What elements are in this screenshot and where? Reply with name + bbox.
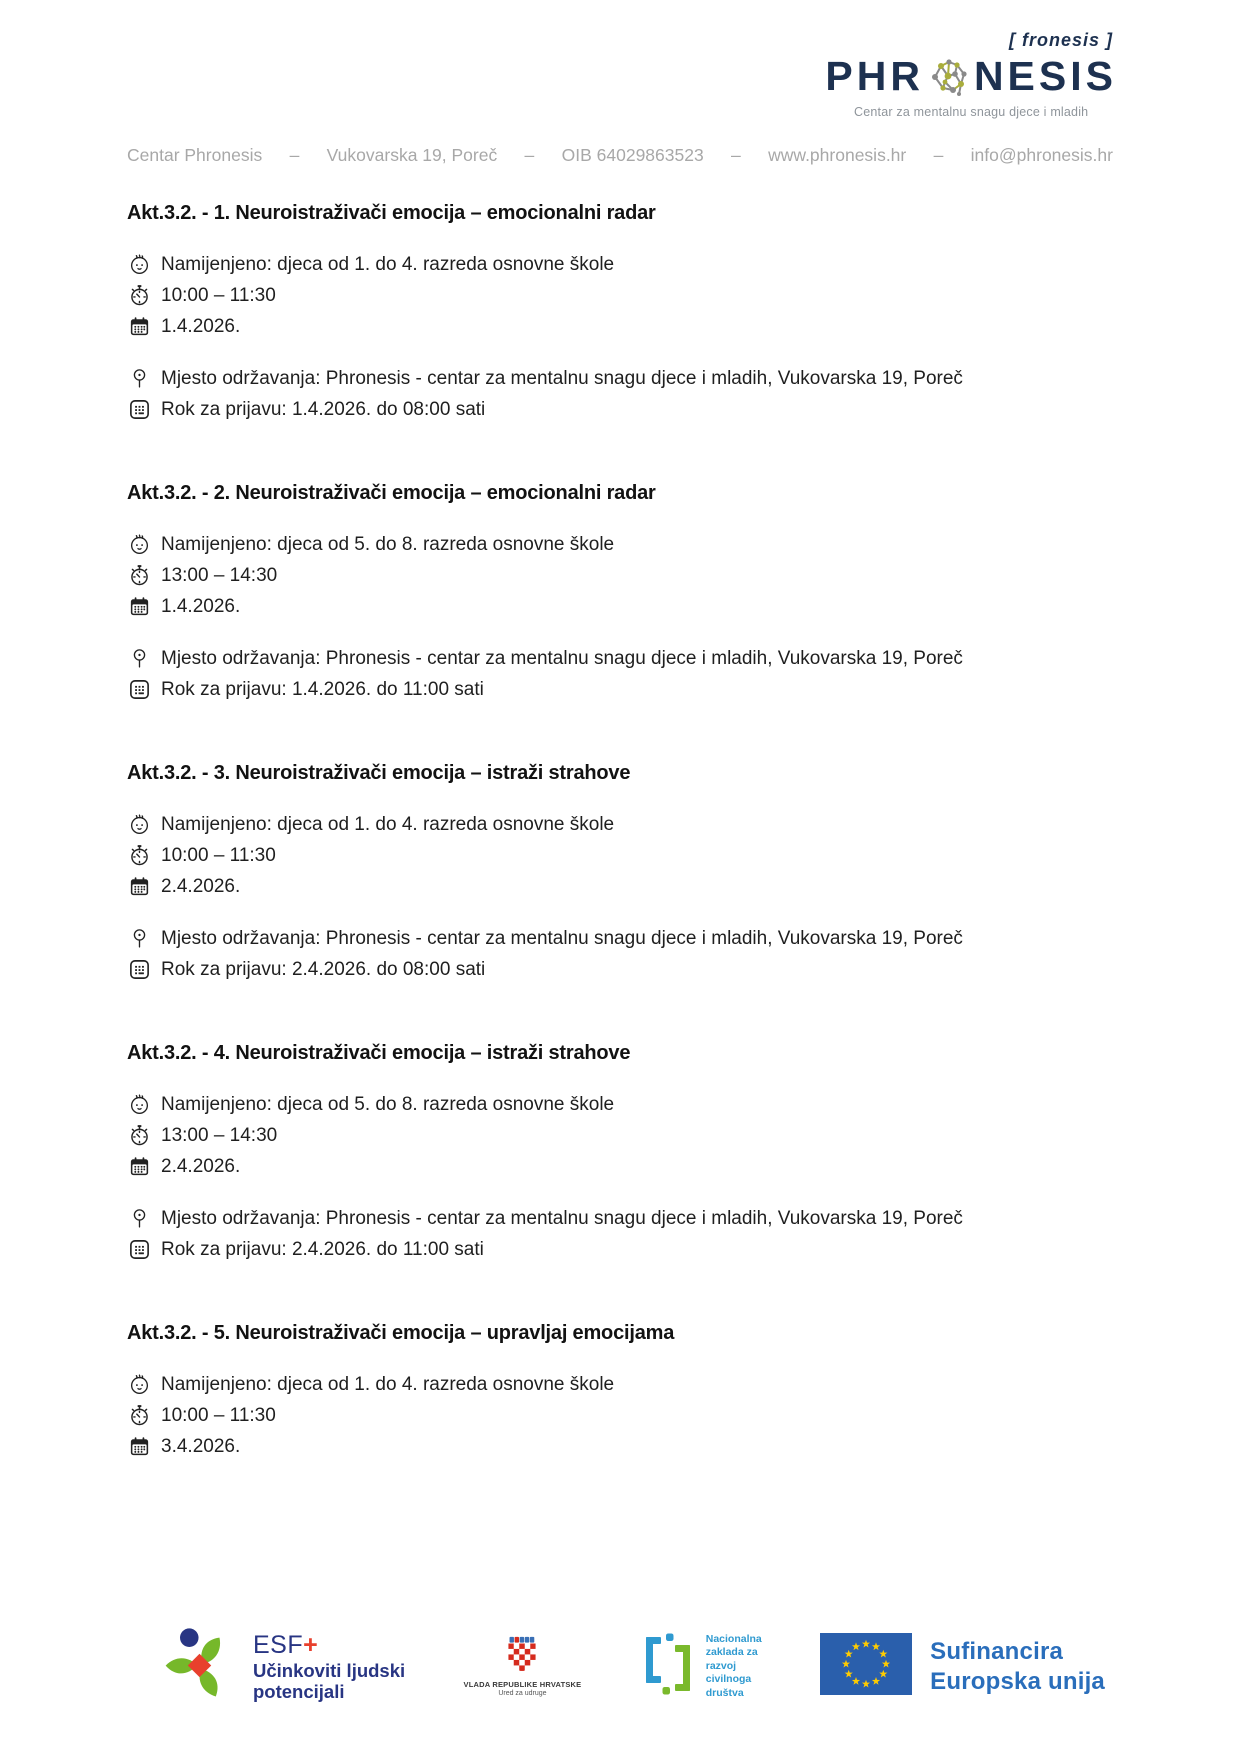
esf-logo-block <box>161 1625 405 1708</box>
foundation-name-block <box>706 1633 762 1701</box>
activity-section <box>127 482 1113 705</box>
deadline-line <box>127 954 1113 985</box>
esf-tagline-line1: Učinkoviti ljudski <box>253 1660 406 1681</box>
location-pin-icon <box>127 1207 152 1230</box>
org-oib: OIB 64029863523 <box>561 145 704 165</box>
activity-section <box>127 762 1113 985</box>
deadline-text: Rok za prijavu: 2.4.2026. do 11:00 sati <box>161 1238 484 1260</box>
location-text: Mjesto održavanja: Phronesis - centar za mentalnu snagu djece i mladih, Vukovarska 19, Poreč <box>161 1207 963 1229</box>
eu-cofunding-line1: Sufinancira <box>930 1637 1064 1665</box>
location-line <box>127 923 1113 954</box>
location-pin-icon <box>127 927 152 950</box>
deadline-line <box>127 1234 1113 1265</box>
date-text: 1.4.2026. <box>161 595 241 617</box>
deadline-line <box>127 394 1113 425</box>
stopwatch-icon <box>127 564 152 587</box>
deadline-line <box>127 674 1113 705</box>
time-text: 10:00 – 11:30 <box>161 284 276 306</box>
time-line <box>127 1400 1113 1431</box>
activities-list <box>127 202 1113 1519</box>
audience-line <box>127 809 1113 840</box>
logo-tagline: Centar za mentalnu snagu djece i mladih <box>854 105 1089 119</box>
location-pin-icon <box>127 647 152 670</box>
date-text: 1.4.2026. <box>161 315 241 337</box>
foundation-name-line: razvoj <box>705 1659 737 1672</box>
time-line <box>127 840 1113 871</box>
croatian-coat-of-arms-icon <box>508 1636 536 1677</box>
audience-text: Namijenjeno: djeca od 1. do 4. razreda osnovne škole <box>161 1373 615 1395</box>
foundation-name-line: zaklada za <box>705 1646 758 1659</box>
audience-line <box>127 1089 1113 1120</box>
location-line <box>127 1203 1113 1234</box>
stopwatch-icon <box>127 844 152 867</box>
government-title: VLADA REPUBLIKE HRVATSKE <box>463 1680 582 1689</box>
date-text: 3.4.2026. <box>161 1435 241 1457</box>
org-address: Vukovarska 19, Poreč <box>326 145 498 165</box>
location-line <box>127 643 1113 674</box>
bracket-logo-icon <box>640 1632 696 1701</box>
email-link[interactable]: info@phronesis.hr <box>970 145 1113 165</box>
date-line <box>127 311 1113 342</box>
calendar-icon <box>127 595 152 618</box>
activity-section <box>127 1322 1113 1462</box>
date-line <box>127 871 1113 902</box>
esf-tagline-line2: potencijali <box>253 1681 345 1702</box>
deadline-calendar-icon <box>127 1238 152 1261</box>
child-face-icon <box>127 1373 152 1396</box>
logo-wordmark <box>825 54 1117 98</box>
foundation-name-line: Nacionalna <box>705 1632 762 1645</box>
audience-text: Namijenjeno: djeca od 1. do 4. razreda osnovne škole <box>161 253 615 275</box>
logo-bracket-text: [ fronesis ] <box>1008 30 1113 50</box>
calendar-icon <box>127 1155 152 1178</box>
deadline-calendar-icon <box>127 958 152 981</box>
time-text: 10:00 – 11:30 <box>161 844 276 866</box>
date-text: 2.4.2026. <box>161 875 241 897</box>
brain-network-icon <box>926 54 972 98</box>
activity-section <box>127 202 1113 425</box>
deadline-calendar-icon <box>127 398 152 421</box>
eu-cofunding-text <box>930 1637 1105 1697</box>
detail-group <box>127 643 1113 705</box>
child-face-icon <box>127 253 152 276</box>
activity-title: Akt.3.2. - 2. Neuroistraživači emocija – emocionalni radar <box>127 482 656 504</box>
location-text: Mjesto održavanja: Phronesis - centar za mentalnu snagu djece i mladih, Vukovarska 19, Poreč <box>161 927 963 949</box>
time-line <box>127 560 1113 591</box>
audience-line <box>127 249 1113 280</box>
activity-title: Akt.3.2. - 5. Neuroistraživači emocija – upravljaj emocijama <box>127 1322 675 1344</box>
activity-section <box>127 1042 1113 1265</box>
letterhead-contact-line <box>127 145 1113 166</box>
eu-cofunding-logo-block <box>820 1633 1105 1700</box>
separator-dash: – <box>933 145 944 165</box>
detail-group <box>127 1203 1113 1265</box>
location-text: Mjesto održavanja: Phronesis - centar za mentalnu snagu djece i mladih, Vukovarska 19, Poreč <box>161 647 963 669</box>
foundation-name-line: društva <box>705 1686 744 1699</box>
child-face-icon <box>127 813 152 836</box>
detail-group <box>127 923 1113 985</box>
audience-text: Namijenjeno: djeca od 5. do 8. razreda osnovne škole <box>161 1093 615 1115</box>
esf-program-label <box>253 1631 405 1660</box>
time-text: 13:00 – 14:30 <box>161 564 278 586</box>
esf-plus-sign: + <box>303 1631 319 1659</box>
activity-title: Akt.3.2. - 1. Neuroistraživači emocija – emocionalni radar <box>127 202 656 224</box>
calendar-icon <box>127 315 152 338</box>
audience-text: Namijenjeno: djeca od 5. do 8. razreda osnovne škole <box>161 533 615 555</box>
esf-program-text: ESF <box>253 1631 304 1659</box>
deadline-text: Rok za prijavu: 2.4.2026. do 08:00 sati <box>161 958 486 980</box>
time-line <box>127 1120 1113 1151</box>
date-line <box>127 1431 1113 1462</box>
funding-logos-footer <box>127 1625 1113 1714</box>
location-text: Mjesto održavanja: Phronesis - centar za mentalnu snagu djece i mladih, Vukovarska 19, Poreč <box>161 367 963 389</box>
calendar-icon <box>127 875 152 898</box>
time-text: 13:00 – 14:30 <box>161 1124 278 1146</box>
phronesis-logo <box>825 30 1117 119</box>
croatian-government-logo-block <box>464 1636 582 1697</box>
stopwatch-icon <box>127 1404 152 1427</box>
date-text: 2.4.2026. <box>161 1155 241 1177</box>
date-line <box>127 591 1113 622</box>
deadline-text: Rok za prijavu: 1.4.2026. do 11:00 sati <box>161 678 484 700</box>
deadline-text: Rok za prijavu: 1.4.2026. do 08:00 sati <box>161 398 486 420</box>
eu-cofunding-line2: Europska unija <box>930 1667 1105 1695</box>
audience-text: Namijenjeno: djeca od 1. do 4. razreda osnovne škole <box>161 813 615 835</box>
audience-line <box>127 1369 1113 1400</box>
esf-text-block <box>253 1631 405 1702</box>
time-line <box>127 280 1113 311</box>
stopwatch-icon <box>127 284 152 307</box>
logo-wordmark-right: NESIS <box>973 52 1117 99</box>
activity-title: Akt.3.2. - 4. Neuroistraživači emocija – istraži strahove <box>127 1042 631 1064</box>
separator-dash: – <box>289 145 300 165</box>
stopwatch-icon <box>127 1124 152 1147</box>
location-pin-icon <box>127 367 152 390</box>
foundation-name-line: civilnoga <box>705 1673 752 1686</box>
government-office: Ured za udruge <box>498 1690 547 1697</box>
separator-dash: – <box>731 145 741 165</box>
child-face-icon <box>127 533 152 556</box>
national-foundation-logo-block <box>640 1632 762 1701</box>
logo-wordmark-left: PHR <box>825 52 924 99</box>
activity-title: Akt.3.2. - 3. Neuroistraživači emocija – istraži strahove <box>127 762 631 784</box>
detail-group <box>127 363 1113 425</box>
audience-line <box>127 529 1113 560</box>
org-name: Centar Phronesis <box>127 145 263 165</box>
eu-flag-icon <box>820 1633 912 1700</box>
esf-pinwheel-icon <box>161 1625 239 1708</box>
location-line <box>127 363 1113 394</box>
separator-dash: – <box>524 145 535 165</box>
time-text: 10:00 – 11:30 <box>161 1404 276 1426</box>
website-link[interactable]: www.phronesis.hr <box>768 145 907 165</box>
deadline-calendar-icon <box>127 678 152 701</box>
date-line <box>127 1151 1113 1182</box>
child-face-icon <box>127 1093 152 1116</box>
calendar-icon <box>127 1435 152 1458</box>
